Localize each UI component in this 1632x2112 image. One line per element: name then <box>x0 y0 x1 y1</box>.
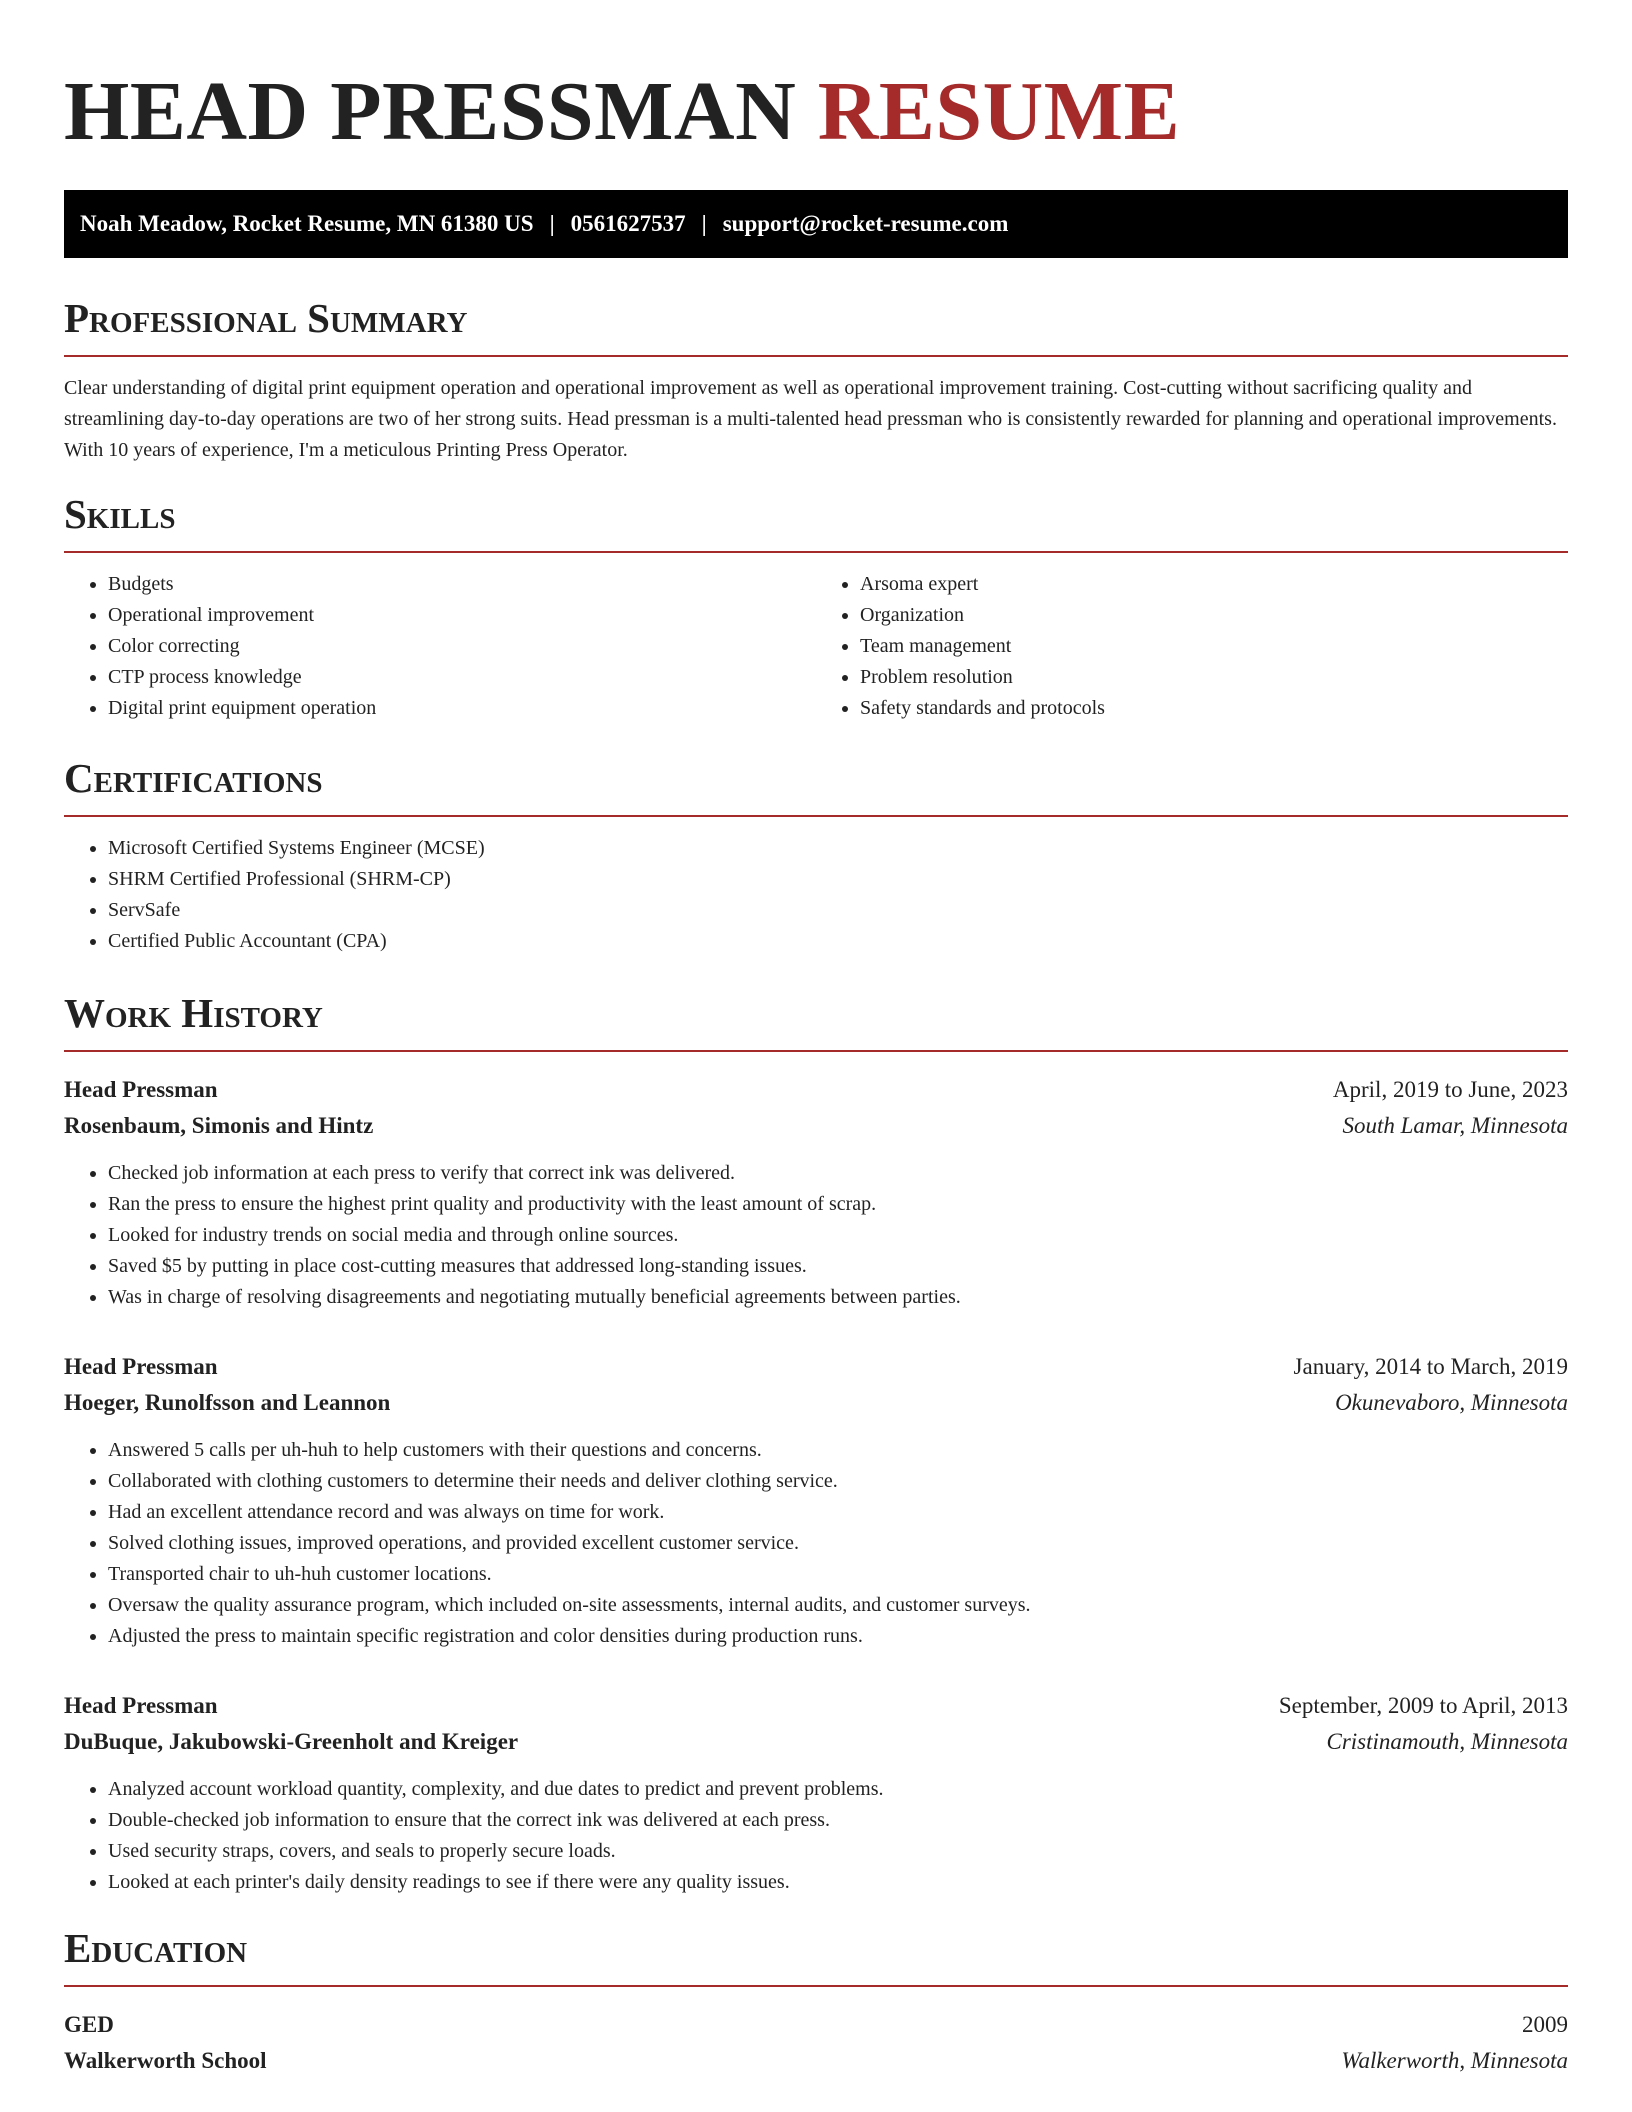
job-header-row <box>64 1349 1568 1385</box>
job-bullet: • Looked for industry trends on social media and through online sources. <box>108 1220 1568 1251</box>
job-bullet: • Transported chair to uh-huh customer locations. <box>108 1559 1568 1590</box>
job-company: DuBuque, Jakubowski-Greenholt and Kreiger <box>64 1729 519 1754</box>
job-bullet: • Checked job information at each press to verify that correct ink was delivered. <box>108 1158 1568 1189</box>
job-bullet: • Had an excellent attendance record and was always on time for work. <box>108 1497 1568 1528</box>
job-company: Hoeger, Runolfsson and Leannon <box>64 1390 391 1415</box>
job-company-row <box>64 1385 1568 1421</box>
contact-email: support@rocket-resume.com <box>722 211 1009 236</box>
skills-heading: Skills <box>64 491 176 537</box>
job-bullet: • Adjusted the press to maintain specific registration and color densities during production runs. <box>108 1621 1568 1652</box>
job-bullet: • Was in charge of resolving disagreements and negotiating mutually beneficial agreements between parties. <box>108 1282 1568 1313</box>
title-main: HEAD PRESSMAN <box>64 65 797 158</box>
certifications-heading: Certifications <box>64 755 323 801</box>
job-entry <box>64 1072 1568 1313</box>
section-divider <box>64 355 1568 357</box>
section-divider <box>64 1050 1568 1052</box>
education-school: Walkerworth School <box>64 2048 267 2073</box>
summary-text: Clear understanding of digital print equipment operation and operational improvement as well as operational improvement training. Cost-cutting without sacrificing quality and streamlining day-to-day operations are two of her strong suits. Head pressman is a multi-talented head pressman who is consistently rewarded for planning and operational improvements. With 10 years of experience, I'm a meticulous Printing Press Operator. <box>64 377 1557 461</box>
summary-section <box>64 295 1568 466</box>
job-bullet: • Oversaw the quality assurance program, which included on-site assessments, internal audits, and customer surveys. <box>108 1590 1568 1621</box>
work-history-section <box>64 990 1568 1898</box>
skill-item: • Team management <box>860 631 1568 662</box>
skill-item: • Organization <box>860 600 1568 631</box>
job-title: Head Pressman <box>64 1077 218 1102</box>
skills-list-left <box>64 569 816 724</box>
education-location: Walkerworth, Minnesota <box>1341 2048 1568 2073</box>
contact-separator: | <box>701 211 707 236</box>
skill-item: • Safety standards and protocols <box>860 693 1568 724</box>
job-bullet: • Looked at each printer's daily density readings to see if there were any quality issues. <box>108 1867 1568 1898</box>
contact-address: Noah Meadow, Rocket Resume, MN 61380 US <box>80 211 534 236</box>
certification-item: • ServSafe <box>108 895 1568 926</box>
job-header-row <box>64 1072 1568 1108</box>
skills-section <box>64 491 1568 724</box>
job-location: South Lamar, Minnesota <box>1342 1113 1568 1138</box>
job-header-row <box>64 1688 1568 1724</box>
contact-bar <box>64 190 1568 258</box>
job-bullets <box>64 1435 1568 1652</box>
work-history-heading: Work History <box>64 990 323 1036</box>
skill-item: • Operational improvement <box>108 600 816 631</box>
skills-columns <box>64 553 1568 724</box>
certifications-section <box>64 755 1568 957</box>
education-section <box>64 1925 1568 2079</box>
certifications-list <box>64 833 1568 957</box>
job-bullet: • Answered 5 calls per uh-huh to help customers with their questions and concerns. <box>108 1435 1568 1466</box>
job-bullets <box>64 1774 1568 1898</box>
job-entry <box>64 1688 1568 1898</box>
job-dates: April, 2019 to June, 2023 <box>1332 1077 1568 1102</box>
skill-item: • Problem resolution <box>860 662 1568 693</box>
skill-item: • Digital print equipment operation <box>108 693 816 724</box>
job-title: Head Pressman <box>64 1354 218 1379</box>
job-bullet: • Double-checked job information to ensure that the correct ink was delivered at each press. <box>108 1805 1568 1836</box>
summary-heading: Professional Summary <box>64 295 468 341</box>
skills-list-right <box>816 569 1568 724</box>
education-year: 2009 <box>1522 2012 1568 2037</box>
job-company-row <box>64 1108 1568 1144</box>
title-accent: RESUME <box>817 65 1181 158</box>
job-bullet: • Saved $5 by putting in place cost-cutting measures that addressed long-standing issues. <box>108 1251 1568 1282</box>
contact-separator: | <box>549 211 555 236</box>
section-divider <box>64 1985 1568 1987</box>
education-degree: GED <box>64 2012 114 2037</box>
section-divider <box>64 815 1568 817</box>
job-dates: January, 2014 to March, 2019 <box>1293 1354 1568 1379</box>
skill-item: • CTP process knowledge <box>108 662 816 693</box>
job-bullet: • Analyzed account workload quantity, complexity, and due dates to predict and prevent problems. <box>108 1774 1568 1805</box>
job-company-row <box>64 1724 1568 1760</box>
contact-phone: 0561627537 <box>570 211 686 236</box>
job-bullets <box>64 1158 1568 1313</box>
job-bullet: • Solved clothing issues, improved operations, and provided excellent customer service. <box>108 1528 1568 1559</box>
job-title: Head Pressman <box>64 1693 218 1718</box>
education-heading: Education <box>64 1925 248 1971</box>
education-entry <box>64 2007 1568 2079</box>
skill-item: • Color correcting <box>108 631 816 662</box>
education-school-row <box>64 2043 1568 2079</box>
job-bullet: • Ran the press to ensure the highest print quality and productivity with the least amount of scrap. <box>108 1189 1568 1220</box>
job-entry <box>64 1349 1568 1652</box>
job-location: Cristinamouth, Minnesota <box>1326 1729 1568 1754</box>
job-bullet: • Collaborated with clothing customers to determine their needs and deliver clothing service. <box>108 1466 1568 1497</box>
certification-item: • Microsoft Certified Systems Engineer (MCSE) <box>108 833 1568 864</box>
resume-title <box>64 65 1568 158</box>
job-location: Okunevaboro, Minnesota <box>1335 1390 1568 1415</box>
education-header-row <box>64 2007 1568 2043</box>
job-dates: September, 2009 to April, 2013 <box>1278 1693 1568 1718</box>
skill-item: • Arsoma expert <box>860 569 1568 600</box>
job-bullet: • Used security straps, covers, and seals to properly secure loads. <box>108 1836 1568 1867</box>
certification-item: • SHRM Certified Professional (SHRM-CP) <box>108 864 1568 895</box>
skill-item: • Budgets <box>108 569 816 600</box>
job-company: Rosenbaum, Simonis and Hintz <box>64 1113 374 1138</box>
certification-item: • Certified Public Accountant (CPA) <box>108 926 1568 957</box>
